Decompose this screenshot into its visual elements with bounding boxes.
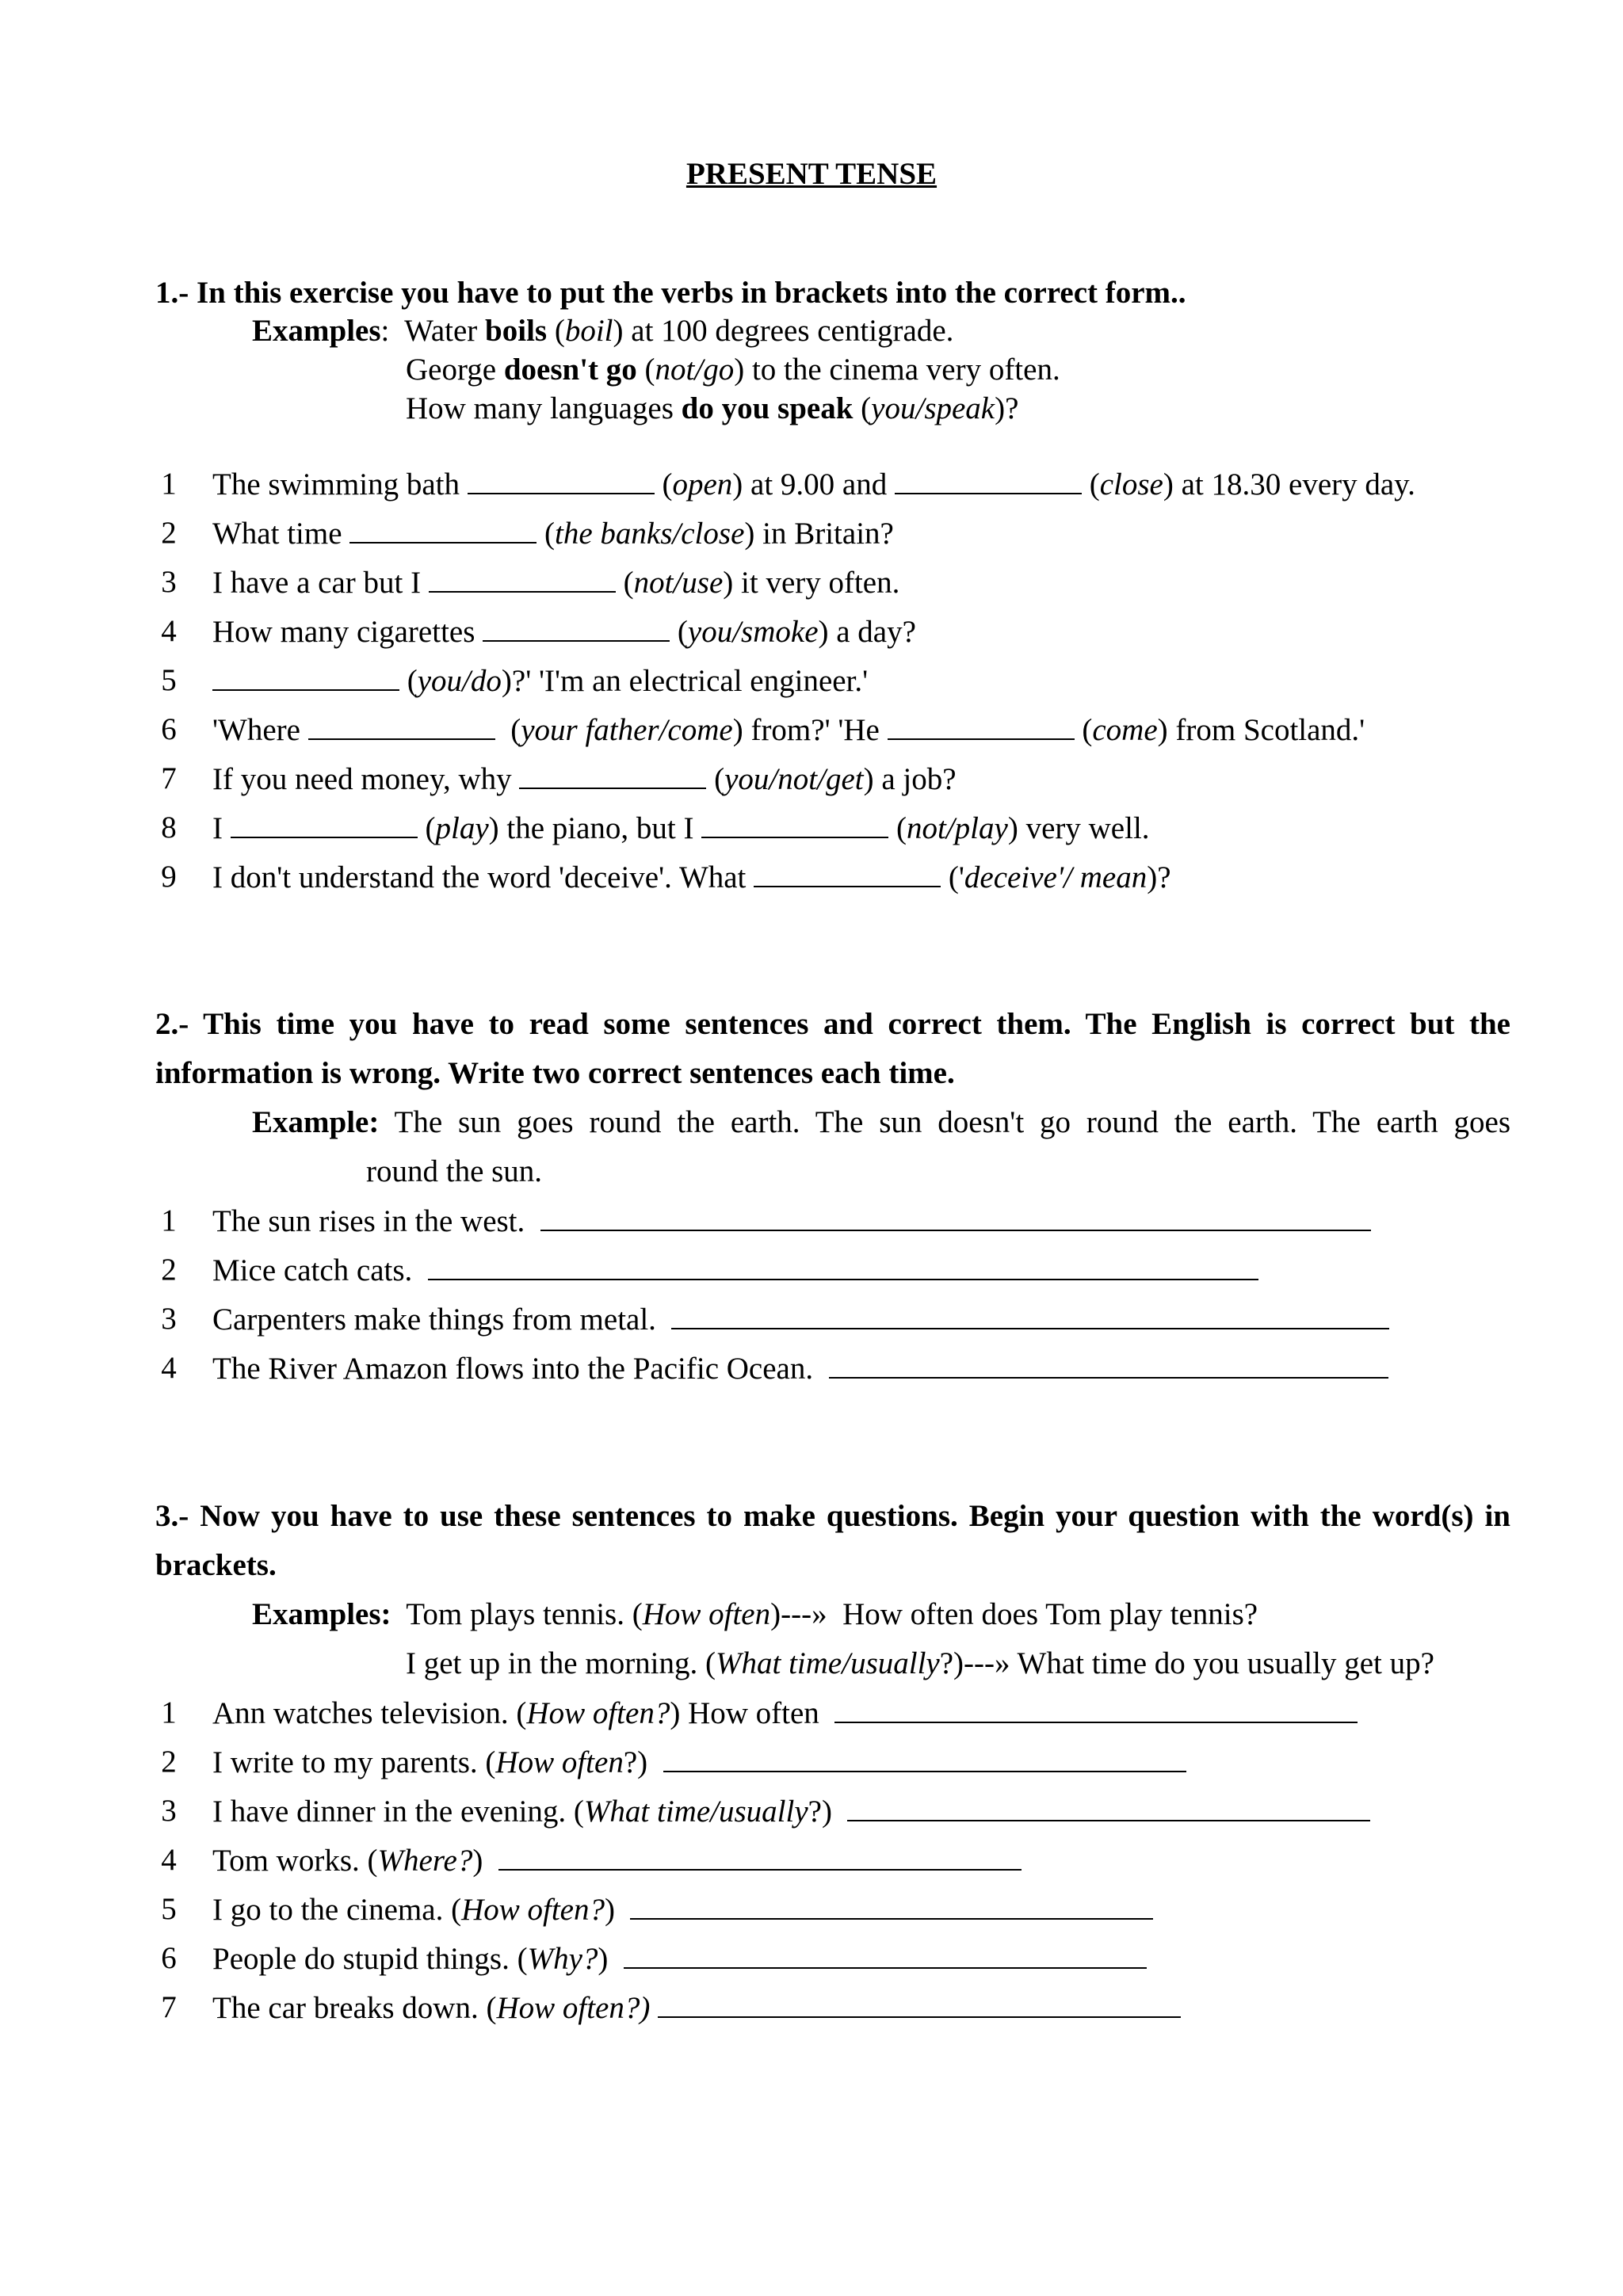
- answer-line[interactable]: [428, 1250, 1258, 1280]
- answer-line[interactable]: [847, 1791, 1370, 1821]
- section2-example-cont: round the sun.: [366, 1154, 543, 1188]
- item-number: 2: [161, 516, 177, 550]
- answer-line[interactable]: [658, 1988, 1181, 2018]
- item-number: 7: [161, 1990, 177, 2024]
- answer-line[interactable]: [663, 1742, 1186, 1772]
- answer-blank[interactable]: [519, 759, 706, 789]
- section1-example-3: How many languages do you speak (you/speak)?: [406, 391, 1019, 425]
- answer-blank[interactable]: [754, 857, 941, 887]
- item-number: 5: [161, 1892, 177, 1926]
- section2-heading-line2: information is wrong. Write two correct sentences each time.: [155, 1056, 955, 1090]
- exercise2-item-1: The sun rises in the west.: [212, 1201, 1371, 1241]
- exercise1-item-8: I (play) the piano, but I (not/play) very well.: [212, 808, 1150, 849]
- answer-line[interactable]: [671, 1299, 1389, 1329]
- item-number: 3: [161, 1794, 177, 1828]
- item-number: 5: [161, 663, 177, 697]
- section1-heading: 1.- In this exercise you have to put the verbs in brackets into the correct form..: [155, 276, 1186, 310]
- answer-blank[interactable]: [231, 808, 418, 838]
- answer-blank[interactable]: [701, 808, 888, 838]
- answer-blank[interactable]: [483, 612, 670, 642]
- answer-line[interactable]: [498, 1840, 1022, 1871]
- exercise2-item-4: The River Amazon flows into the Pacific Ocean.: [212, 1348, 1388, 1389]
- item-number: 8: [161, 810, 177, 845]
- item-number: 4: [161, 614, 177, 648]
- examples-label: Examples: [252, 314, 381, 348]
- item-number: 6: [161, 712, 177, 746]
- exercise1-item-4: How many cigarettes (you/smoke) a day?: [212, 612, 916, 652]
- examples-label: Examples:: [252, 1597, 391, 1631]
- answer-line[interactable]: [540, 1201, 1371, 1231]
- exercise1-item-6: 'Where (your father/come) from?' 'He (come) from Scotland.': [212, 710, 1365, 750]
- section1-example-1: Examples: Water boils (boil) at 100 degrees centigrade.: [252, 314, 954, 348]
- exercise1-item-3: I have a car but I (not/use) it very often.: [212, 563, 899, 603]
- exercise1-item-9: I don't understand the word 'deceive'. What ('deceive'/ mean)?: [212, 857, 1171, 898]
- exercise3-item-7: The car breaks down. (How often?): [212, 1988, 1181, 2028]
- item-number: 1: [161, 1695, 177, 1730]
- answer-blank[interactable]: [888, 710, 1075, 740]
- section3-example-1: Examples: Tom plays tennis. (How often)---» How often does Tom play tennis?: [252, 1597, 1258, 1631]
- section1-example-2: George doesn't go (not/go) to the cinema very often.: [406, 353, 1060, 387]
- item-number: 4: [161, 1351, 177, 1385]
- exercise1-item-5: (you/do)?' 'I'm an electrical engineer.': [212, 661, 868, 701]
- answer-blank[interactable]: [468, 464, 655, 494]
- exercise3-item-3: I have dinner in the evening. (What time/usually?): [212, 1791, 1370, 1832]
- answer-blank[interactable]: [349, 513, 537, 543]
- section3-example-2: I get up in the morning. (What time/usually?)---» What time do you usually get up?: [406, 1646, 1434, 1680]
- answer-blank[interactable]: [895, 464, 1082, 494]
- answer-line[interactable]: [829, 1348, 1388, 1379]
- section2-heading-line1: 2.- This time you have to read some sentences and correct them. The English is correct but the: [155, 1007, 1510, 1041]
- item-number: 9: [161, 860, 177, 894]
- exercise3-item-5: I go to the cinema. (How often?): [212, 1890, 1153, 1930]
- exercise2-item-3: Carpenters make things from metal.: [212, 1299, 1389, 1340]
- exercise3-item-6: People do stupid things. (Why?): [212, 1939, 1147, 1979]
- exercise1-item-2: What time (the banks/close) in Britain?: [212, 513, 894, 554]
- item-number: 1: [161, 467, 177, 501]
- item-number: 7: [161, 761, 177, 795]
- exercise3-item-2: I write to my parents. (How often?): [212, 1742, 1186, 1783]
- exercise1-item-1: The swimming bath (open) at 9.00 and (close) at 18.30 every day.: [212, 464, 1415, 505]
- exercise3-item-1: Ann watches television. (How often?) How often: [212, 1693, 1358, 1733]
- section3-heading-line2: brackets.: [155, 1548, 277, 1582]
- answer-blank[interactable]: [212, 661, 399, 691]
- answer-line[interactable]: [630, 1890, 1153, 1920]
- item-number: 2: [161, 1745, 177, 1779]
- exercise2-item-2: Mice catch cats.: [212, 1250, 1258, 1291]
- item-number: 3: [161, 1302, 177, 1336]
- answer-line[interactable]: [834, 1693, 1358, 1723]
- item-number: 3: [161, 565, 177, 599]
- answer-blank[interactable]: [429, 563, 616, 593]
- page-title: PRESENT TENSE: [685, 157, 938, 191]
- section3-heading-line1: 3.- Now you have to use these sentences to make questions. Begin your question with the word(s) in: [155, 1499, 1510, 1533]
- exercise3-item-4: Tom works. (Where?): [212, 1840, 1022, 1881]
- answer-line[interactable]: [624, 1939, 1147, 1969]
- section2-example: Example: The sun goes round the earth. The sun doesn't go round the earth. The earth goes: [252, 1105, 1511, 1139]
- exercise1-item-7: If you need money, why (you/not/get) a job?: [212, 759, 957, 799]
- item-number: 1: [161, 1203, 177, 1238]
- item-number: 4: [161, 1843, 177, 1877]
- item-number: 2: [161, 1253, 177, 1287]
- item-number: 6: [161, 1941, 177, 1975]
- answer-blank[interactable]: [308, 710, 495, 740]
- example-label: Example:: [252, 1105, 380, 1139]
